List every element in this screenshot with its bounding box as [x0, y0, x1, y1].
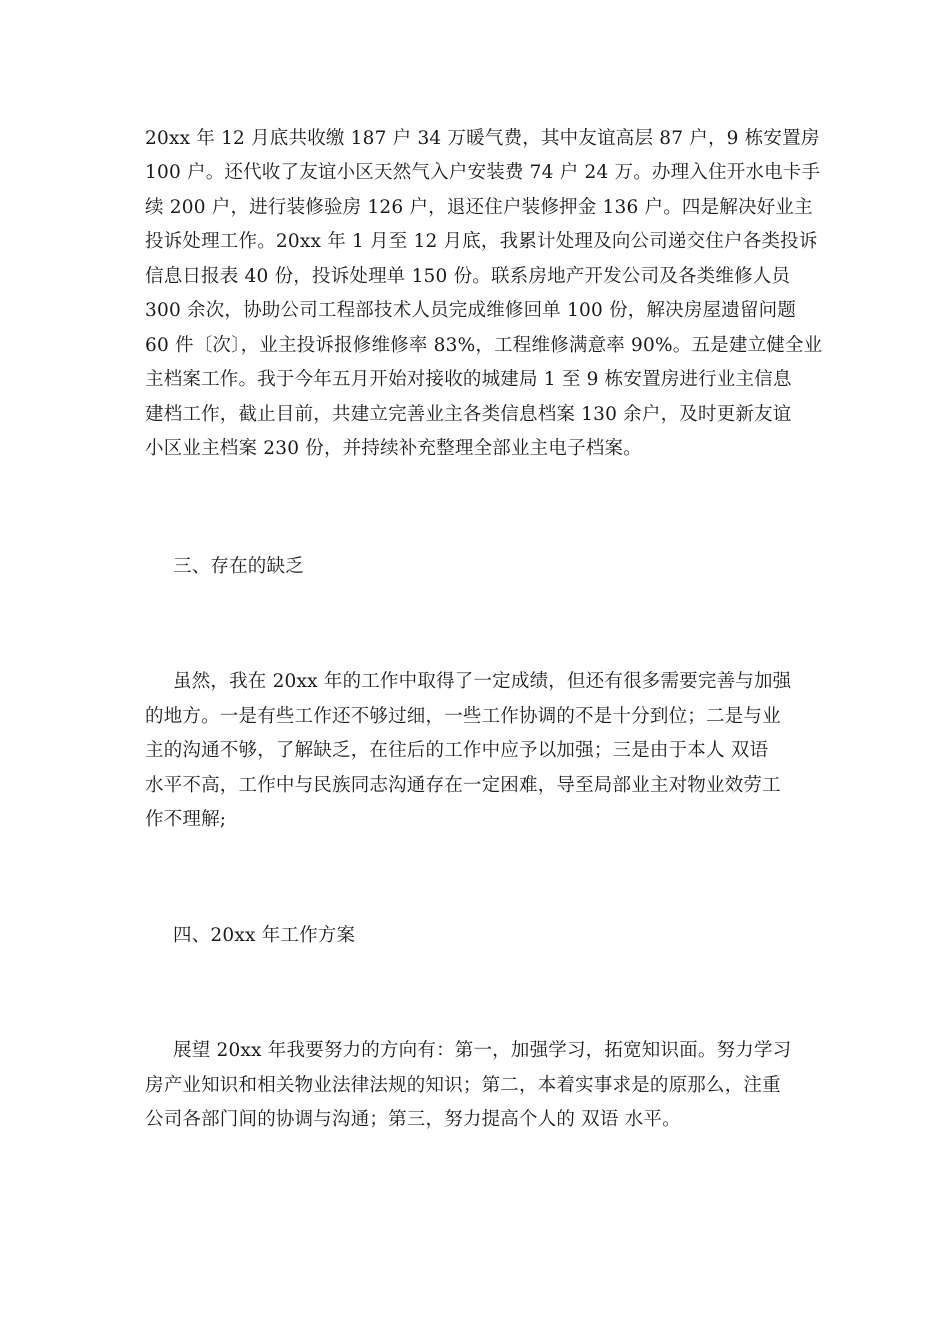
paragraph-2-line-3: 主的沟通不够，了解缺乏，在往后的工作中应予以加强；三是由于本人 双语	[145, 740, 769, 761]
paragraph-1-line-7: 60 件〔次〕，业主投诉报修维修率 83%，工程维修满意率 90%。五是建立健全业	[145, 335, 823, 356]
paragraph-1-line-3: 续 200 户，进行装修验房 126 户，退还住户装修押金 136 户。四是解决好业主	[145, 197, 813, 218]
paragraph-1-line-1: 20xx 年 12 月底共收缴 187 户 34 万暖气费，其中友谊高层 87 户，9 栋安置房	[145, 128, 820, 149]
paragraph-2-line-1: 虽然，我在 20xx 年的工作中取得了一定成绩，但还有很多需要完善与加强	[173, 671, 792, 692]
paragraph-1-line-6: 300 余次，协助公司工程部技术人员完成维修回单 100 份，解决房屋遗留问题	[145, 300, 797, 321]
paragraph-2-line-5: 作不理解;	[145, 809, 227, 830]
section-heading-3: 三、存在的缺乏	[173, 556, 304, 577]
paragraph-1-line-4: 投诉处理工作。20xx 年 1 月至 12 月底，我累计处理及向公司递交住户各类投诉	[145, 231, 818, 252]
paragraph-3-line-1: 展望 20xx 年我要努力的方向有：第一，加强学习，拓宽知识面。努力学习	[173, 1040, 792, 1061]
paragraph-1-line-10: 小区业主档案 230 份，并持续补充整理全部业主电子档案。	[145, 438, 642, 459]
paragraph-2-line-2: 的地方。一是有些工作还不够过细，一些工作协调的不是十分到位；二是与业	[145, 706, 781, 727]
paragraph-1-line-2: 100 户。还代收了友谊小区天然气入户安装费 74 户 24 万。办理入住开水电卡手	[145, 162, 821, 183]
paragraph-1-line-5: 信息日报表 40 份，投诉处理单 150 份。联系房地产开发公司及各类维修人员	[145, 266, 791, 287]
paragraph-1-line-9: 建档工作，截止目前，共建立完善业主各类信息档案 130 余户，及时更新友谊	[145, 404, 792, 425]
section-heading-4: 四、20xx 年工作方案	[173, 925, 356, 946]
paragraph-3-line-3: 公司各部门间的协调与沟通；第三，努力提高个人的 双语 水平。	[145, 1109, 681, 1130]
paragraph-3-line-2: 房产业知识和相关物业法律法规的知识；第二，本着实事求是的原那么，注重	[145, 1075, 781, 1096]
paragraph-2-line-4: 水平不高，工作中与民族同志沟通存在一定困难，导至局部业主对物业效劳工	[145, 775, 781, 796]
paragraph-1-line-8: 主档案工作。我于今年五月开始对接收的城建局 1 至 9 栋安置房进行业主信息	[145, 369, 792, 390]
